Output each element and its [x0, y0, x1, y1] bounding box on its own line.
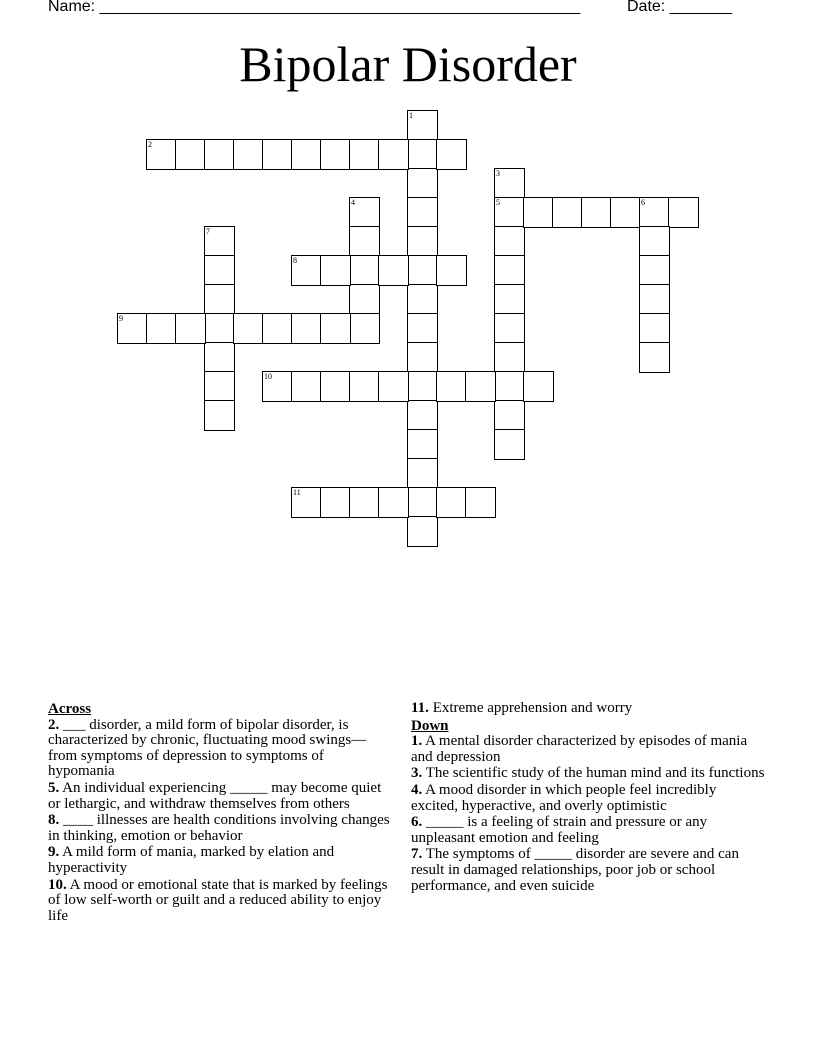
crossword-cell[interactable] [407, 516, 438, 547]
crossword-cell[interactable] [291, 139, 322, 170]
crossword-cell[interactable] [146, 313, 177, 344]
crossword-cell[interactable] [407, 400, 438, 431]
crossword-cell[interactable] [494, 342, 525, 373]
crossword-cell[interactable] [291, 371, 322, 402]
crossword-cell[interactable] [320, 313, 351, 344]
crossword-cell[interactable] [436, 255, 467, 286]
name-field-label[interactable]: Name: ______________________________________________________ [48, 0, 581, 15]
crossword-cell[interactable] [407, 197, 438, 228]
clue-across-11 [411, 701, 766, 717]
crossword-cell[interactable] [349, 139, 380, 170]
down-clue-list [411, 734, 766, 894]
clue-text: ____ illnesses are health conditions involving changes in thinking, emotion or behavior [48, 812, 390, 844]
clue-across-5 [48, 781, 393, 812]
crossword-cell[interactable] [204, 313, 235, 344]
clue-down-6 [411, 815, 766, 846]
crossword-cell[interactable] [436, 487, 467, 518]
crossword-cell[interactable] [523, 371, 554, 402]
crossword-cell[interactable] [204, 342, 235, 373]
crossword-cell[interactable] [552, 197, 583, 228]
crossword-cell[interactable] [117, 313, 148, 344]
clue-across-8 [48, 813, 393, 844]
clue-number: 7. [411, 846, 423, 863]
crossword-cell[interactable] [349, 371, 380, 402]
clue-down-1 [411, 734, 766, 765]
crossword-cell[interactable] [378, 255, 409, 286]
crossword-cell[interactable] [465, 487, 496, 518]
puzzle-title: Bipolar Disorder [239, 36, 577, 92]
across-clue-list [48, 718, 393, 925]
crossword-cell[interactable] [465, 371, 496, 402]
clue-text: Extreme apprehension and worry [428, 700, 633, 716]
crossword-cell[interactable] [494, 429, 525, 460]
clues-right-column [411, 701, 766, 895]
clue-number: 10. [48, 876, 67, 893]
crossword-cell[interactable] [494, 313, 525, 344]
cell-clue-number: 10 [264, 372, 272, 381]
crossword-cell[interactable] [639, 284, 670, 315]
crossword-cell[interactable] [407, 168, 438, 199]
crossword-cell[interactable] [407, 342, 438, 373]
crossword-cell[interactable] [494, 226, 525, 257]
crossword-cell[interactable] [204, 371, 235, 402]
crossword-cell[interactable] [436, 139, 467, 170]
crossword-cell[interactable] [407, 487, 438, 518]
clue-text: ___ disorder, a mild form of bipolar disorder, is characterized by chronic, fluctuating mood swings—from symptoms of depression to symptoms of hypomania [48, 716, 367, 780]
clue-number: 6. [411, 814, 423, 831]
crossword-cell[interactable] [262, 371, 293, 402]
crossword-cell[interactable] [494, 168, 525, 199]
crossword-cell[interactable] [378, 487, 409, 518]
crossword-cell[interactable] [349, 226, 380, 257]
crossword-cell[interactable] [494, 371, 525, 402]
cell-clue-number: 9 [119, 314, 123, 323]
cell-clue-number: 6 [641, 198, 645, 207]
cell-clue-number: 8 [293, 256, 297, 265]
cell-clue-number: 2 [148, 140, 152, 149]
clue-text: A mood disorder in which people feel incredibly excited, hyperactive, and overly optimistic [411, 781, 717, 814]
crossword-cell[interactable] [349, 313, 380, 344]
crossword-cell[interactable] [320, 487, 351, 518]
crossword-cell[interactable] [407, 226, 438, 257]
clue-text: A mental disorder characterized by episodes of mania and depression [411, 733, 748, 765]
clue-number: 2. [48, 716, 60, 733]
crossword-cell[interactable] [523, 197, 554, 228]
clue-text: A mild form of mania, marked by elation and hyperactivity [48, 844, 335, 876]
crossword-cell[interactable] [668, 197, 699, 228]
crossword-cell[interactable] [494, 255, 525, 286]
clue-number: 1. [411, 733, 423, 750]
clue-number: 9. [48, 844, 60, 861]
crossword-cell[interactable] [175, 139, 206, 170]
crossword-cell[interactable] [407, 110, 438, 141]
crossword-cell[interactable] [639, 255, 670, 286]
crossword-cell[interactable] [494, 197, 525, 228]
cell-clue-number: 1 [409, 111, 413, 120]
crossword-cell[interactable] [175, 313, 206, 344]
down-heading: Down [411, 717, 449, 734]
crossword-cell[interactable] [378, 139, 409, 170]
crossword-cell[interactable] [291, 255, 322, 286]
cell-clue-number: 4 [351, 198, 355, 207]
clue-number: 11. [411, 700, 429, 716]
crossword-cell[interactable] [349, 197, 380, 228]
clue-text: The symptoms of _____ disorder are severe and can result in damaged relationships, poor job or school performance, and even suicide [411, 846, 739, 894]
crossword-cell[interactable] [320, 139, 351, 170]
date-field-label[interactable]: Date: _______ [627, 0, 732, 15]
crossword-cell[interactable] [349, 487, 380, 518]
clue-text: An individual experiencing _____ may become quiet or lethargic, and withdraw themselves from others [48, 779, 382, 812]
crossword-cell[interactable] [320, 371, 351, 402]
clue-text: The scientific study of the human mind and its functions [422, 765, 765, 782]
crossword-cell[interactable] [320, 255, 351, 286]
crossword-cell[interactable] [610, 197, 641, 228]
crossword-cell[interactable] [639, 342, 670, 373]
crossword-cell[interactable] [349, 255, 380, 286]
crossword-cell[interactable] [233, 313, 264, 344]
clue-number: 4. [411, 781, 423, 798]
crossword-cell[interactable] [407, 371, 438, 402]
cell-clue-number: 5 [496, 198, 500, 207]
crossword-cell[interactable] [494, 284, 525, 315]
crossword-cell[interactable] [494, 400, 525, 431]
clues-left-column [48, 701, 393, 925]
crossword-cell[interactable] [204, 400, 235, 431]
clue-number: 5. [48, 779, 60, 796]
clue-down-4 [411, 783, 766, 814]
cell-clue-number: 3 [496, 169, 500, 178]
clue-across-2 [48, 718, 393, 780]
crossword-cell[interactable] [262, 313, 293, 344]
crossword-cell[interactable] [639, 226, 670, 257]
clue-text: A mood or emotional state that is marked by feelings of low self-worth or guilt and a reduced ability to enjoy life [48, 876, 388, 924]
crossword-cell[interactable] [407, 429, 438, 460]
clue-across-10 [48, 878, 393, 925]
crossword-cell[interactable] [581, 197, 612, 228]
crossword-cell[interactable] [233, 139, 264, 170]
clue-number: 3. [411, 765, 423, 782]
crossword-cell[interactable] [407, 139, 438, 170]
crossword-cell[interactable] [407, 313, 438, 344]
crossword-cell[interactable] [146, 139, 177, 170]
crossword-cell[interactable] [291, 313, 322, 344]
clue-across-9 [48, 845, 393, 876]
crossword-cell[interactable] [407, 255, 438, 286]
crossword-cell[interactable] [204, 255, 235, 286]
crossword-cell[interactable] [262, 139, 293, 170]
cell-clue-number: 7 [206, 227, 210, 236]
across-heading: Across [48, 701, 92, 717]
crossword-cell[interactable] [407, 458, 438, 489]
crossword-cell[interactable] [639, 197, 670, 228]
clue-number: 8. [48, 812, 60, 829]
crossword-cell[interactable] [349, 284, 380, 315]
crossword-cell[interactable] [639, 313, 670, 344]
clue-down-7 [411, 847, 766, 894]
crossword-cell[interactable] [204, 139, 235, 170]
clue-text: _____ is a feeling of strain and pressure or any unpleasant emotion and feeling [411, 814, 708, 846]
crossword-cell[interactable] [291, 487, 322, 518]
crossword-cell[interactable] [407, 284, 438, 315]
crossword-cell[interactable] [436, 371, 467, 402]
clue-down-3 [411, 766, 766, 782]
crossword-cell[interactable] [378, 371, 409, 402]
crossword-cell[interactable] [204, 284, 235, 315]
cell-clue-number: 11 [293, 488, 301, 497]
crossword-cell[interactable] [204, 226, 235, 257]
